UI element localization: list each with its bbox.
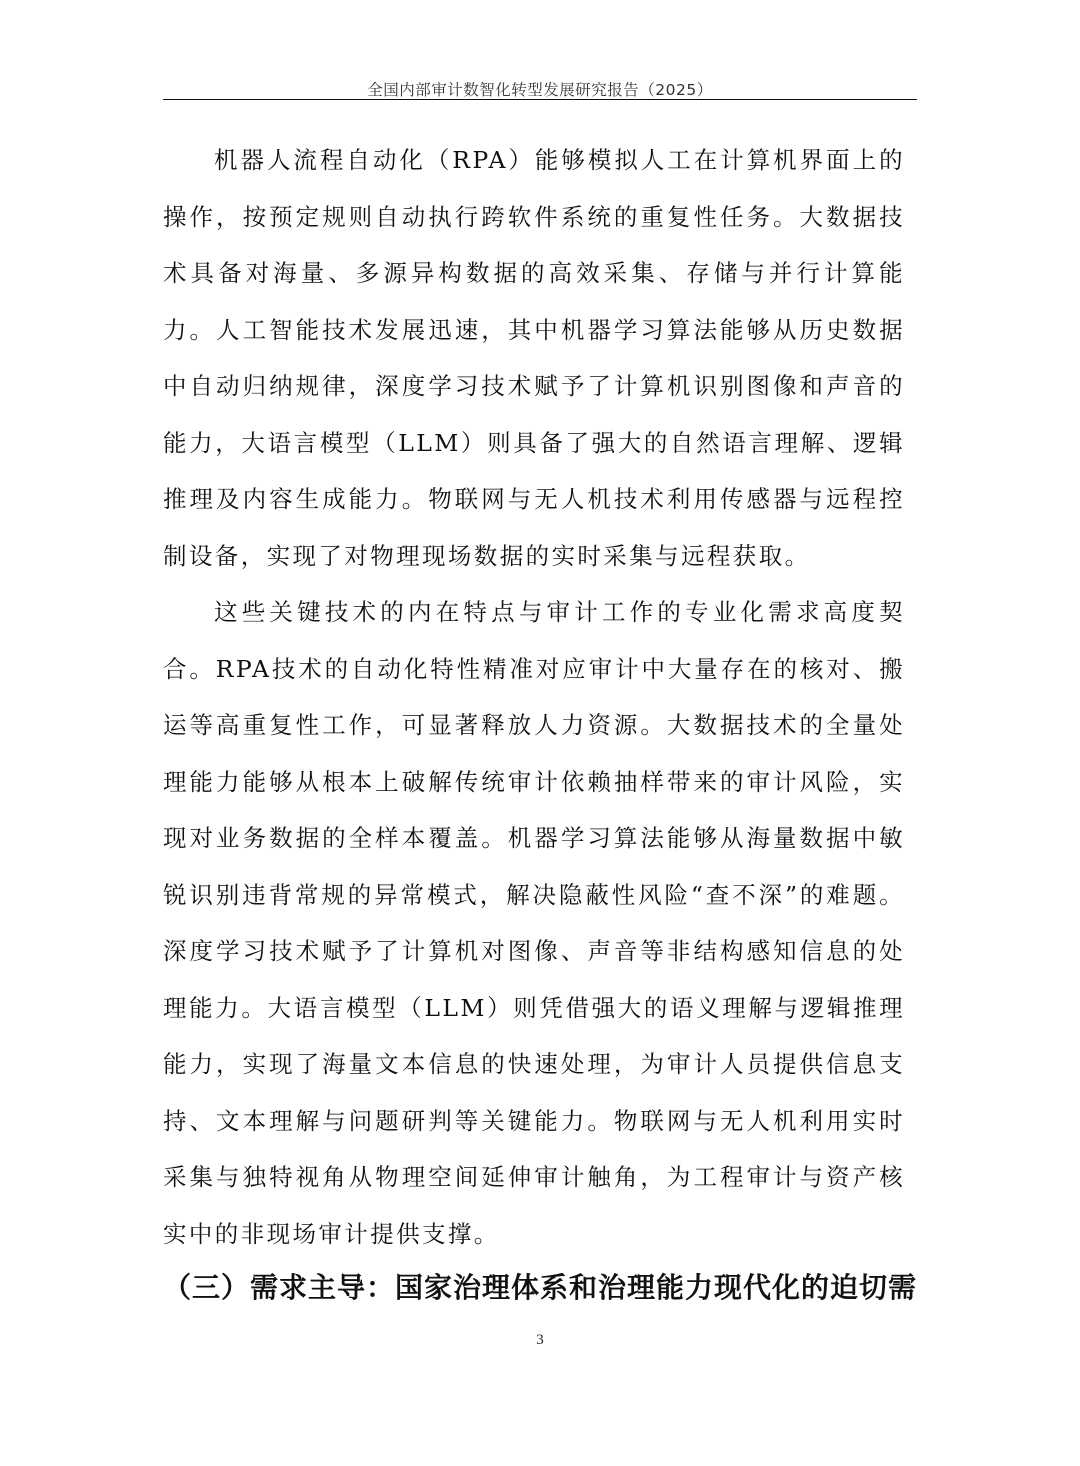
header-divider (163, 99, 917, 100)
page-number: 3 (536, 1332, 544, 1348)
paragraph-technology-fit: 这些关键技术的内在特点与审计工作的专业化需求高度契合。RPA技术的自动化特性精准对应审计中大量存在的核对、搬运等高重复性工作，可显著释放人力资源。大数据技术的全量处理能力能够从根本上破解传统审计依赖抽样带来的审计风险，实现对业务数据的全样本覆盖。机器学习算法能够从海量数据中敏锐识别违背常规的异常模式，解决隐蔽性风险“查不深”的难题。深度学习技术赋予了计算机对图像、声音等非结构感知信息的处理能力。大语言模型（LLM）则凭借强大的语义理解与逻辑推理能力，实现了海量文本信息的快速处理，为审计人员提供信息支持、文本理解与问题研判等关键能力。物联网与无人机利用实时采集与独特视角从物理空间延伸审计触角，为工程审计与资产核实中的非现场审计提供支撑。 (163, 598, 905, 1248)
paragraph-rpa-technologies: 机器人流程自动化（RPA）能够模拟人工在计算机界面上的操作，按预定规则自动执行跨软件系统的重复性任务。大数据技术具备对海量、多源异构数据的高效采集、存储与并行计算能力。人工智能技术发展迅速，其中机器学习算法能够从历史数据中自动归纳规律，深度学习技术赋予了计算机识别图像和声音的能力，大语言模型（LLM）则具备了强大的自然语言理解、逻辑推理及内容生成能力。物联网与无人机技术利用传感器与远程控制设备，实现了对物理现场数据的实时采集与远程获取。 (163, 146, 905, 570)
running-header: 全国内部审计数智化转型发展研究报告（2025） (367, 81, 713, 99)
section-heading: （三）需求主导：国家治理体系和治理能力现代化的迫切需 (163, 1271, 918, 1304)
